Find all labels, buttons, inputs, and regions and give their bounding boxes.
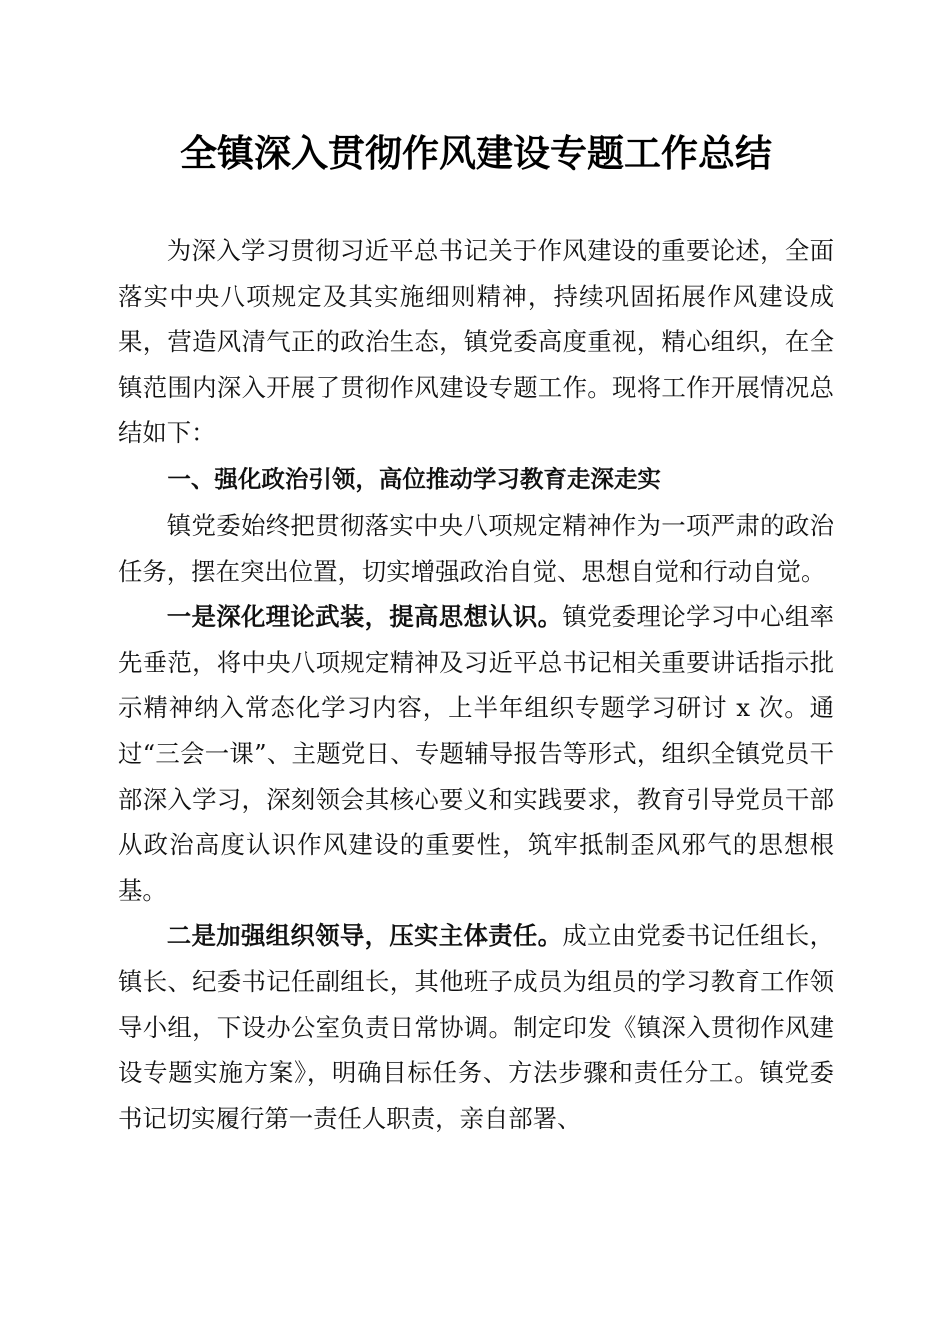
item-paragraph-2	[118, 913, 834, 1141]
intro-paragraph: 为深入学习贯彻习近平总书记关于作风建设的重要论述，全面落实中央八项规定及其实施细则精神，持续巩固拓展作风建设成果，营造风清气正的政治生态，镇党委高度重视，精心组织，在全镇范围内深入开展了贯彻作风建设专题工作。现将工作开展情况总结如下：	[118, 236, 834, 448]
document-page	[118, 128, 834, 1141]
section-paragraph: 镇党委始终把贯彻落实中央八项规定精神作为一项严肃的政治任务，摆在突出位置，切实增强政治自觉、思想自觉和行动自觉。	[118, 510, 834, 586]
item-body-2: 成立由党委书记任组长，镇长、纪委书记任副组长，其他班子成员为组员的学习教育工作领导小组，下设办公室负责日常协调。制定印发《镇深入贯彻作风建设专题实施方案》，明确目标任务、方法步骤和责任分工。镇党委书记切实履行第一责任人职责，亲自部署、	[118, 921, 834, 1133]
item-lead-1: 一是深化理论武装，提高思想认识。	[166, 602, 563, 632]
item-paragraph-1	[118, 594, 834, 913]
section-heading: 一、强化政治引领，高位推动学习教育走深走实	[167, 464, 661, 493]
item-body-1: 镇党委理论学习中心组率先垂范，将中央八项规定精神及习近平总书记相关重要讲话指示批示精神纳入常态化学习内容，上半年组织专题学习研讨 x 次。通过“三会一课”、主题党日、专题辅导报告等形式，组织全镇党员干部深入学习，深刻领会其核心要义和实践要求，教育引导党员干部从政治高度认识作风建设的重要性，筑牢抵制歪风邪气的思想根基。	[118, 602, 834, 905]
item-lead-2: 二是加强组织领导，压实主体责任。	[166, 921, 563, 951]
document-title: 全镇深入贯彻作风建设专题工作总结	[180, 132, 772, 175]
